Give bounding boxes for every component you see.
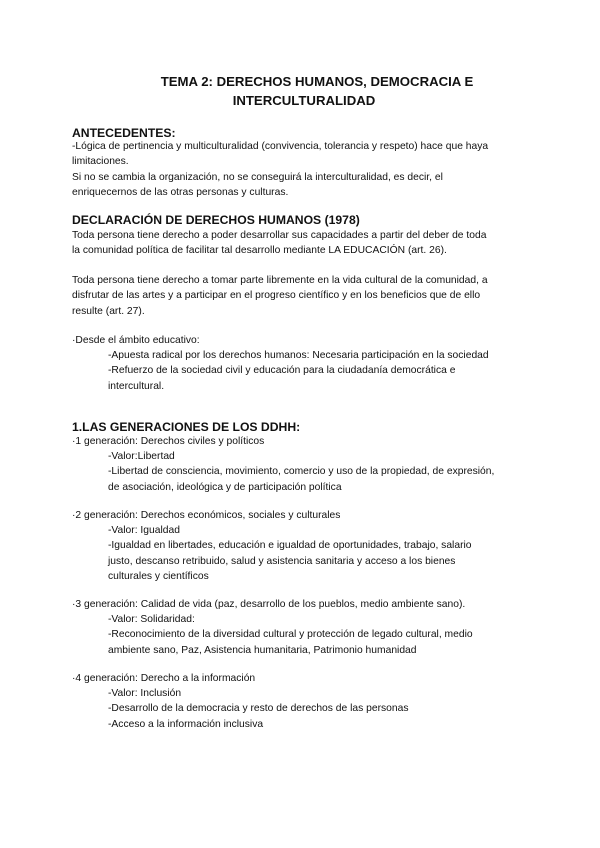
title-line-1: TEMA 2: DERECHOS HUMANOS, DEMOCRACIA E: [160, 74, 474, 89]
text-line: -Lógica de pertinencia y multiculturalidad (convivencia, tolerancia y respeto) hace que haya: [72, 141, 489, 152]
list-item: -Valor: Igualdad: [108, 525, 180, 536]
heading-generaciones: 1.LAS GENERACIONES DE LOS DDHH:: [72, 420, 301, 434]
paragraph-antecedentes: [72, 139, 532, 200]
list-item: -Refuerzo de la sociedad civil y educación para la ciudadanía democrática e: [108, 365, 456, 377]
generation-4-title: ·4 generación: Derecho a la información: [72, 673, 256, 684]
list-item: -Desarrollo de la democracia y resto de derechos de las personas: [108, 703, 409, 715]
list-item: -Reconocimiento de la diversidad cultural y protección de legado cultural, medio: [108, 629, 473, 641]
list-item: -Valor:Libertad: [108, 451, 175, 462]
list-item: justo, descanso retribuido, salud y asistencia sanitaria y acceso a los bienes: [108, 555, 456, 567]
heading-declaracion: DECLARACIÓN DE DERECHOS HUMANOS (1978): [72, 213, 360, 227]
list-item: intercultural.: [108, 380, 165, 392]
generation-2-list: [108, 523, 528, 584]
generation-3-list: [108, 612, 528, 658]
list-item: -Valor: Inclusión: [108, 688, 182, 699]
list-item: -Libertad de consciencia, movimiento, comercio y uso de la propiedad, de expresión,: [108, 466, 495, 478]
generation-2-title: ·2 generación: Derechos económicos, sociales y culturales: [72, 510, 341, 521]
text-line: Toda persona tiene derecho a poder desarrollar sus capacidades a partir del deber de toda: [72, 230, 487, 241]
list-item: -Acceso a la información inclusiva: [108, 718, 264, 730]
list-item: ambiente sano, Paz, Asistencia humanitaria, Patrimonio humanidad: [108, 644, 417, 656]
text-line: disfrutar de las artes y a participar en el progreso científico y en los beneficios que de ello: [72, 290, 481, 302]
document-title: [72, 72, 562, 110]
generation-3-title: ·3 generación: Calidad de vida (paz, desarrollo de los pueblos, medio ambiente sano).: [72, 599, 466, 610]
text-line: resulte (art. 27).: [72, 305, 145, 317]
text-line: enriquecernos de las otras personas y culturas.: [72, 186, 289, 198]
generation-1-list: [108, 449, 528, 495]
ambito-educativo-label: ·Desde el ámbito educativo:: [72, 335, 200, 346]
ambito-educativo-list: [108, 348, 528, 394]
text-line: Toda persona tiene derecho a tomar parte libremente en la vida cultural de la comunidad, a: [72, 275, 488, 286]
text-line: limitaciones.: [72, 156, 129, 168]
text-line: la comunidad política de facilitar tal desarrollo mediante LA EDUCACIÓN (art. 26).: [72, 245, 447, 257]
title-line-2: INTERCULTURALIDAD: [232, 93, 376, 108]
heading-antecedentes: ANTECEDENTES:: [72, 126, 176, 140]
generation-4-list: [108, 686, 528, 732]
list-item: -Igualdad en libertades, educación e igualdad de oportunidades, trabajo, salario: [108, 540, 472, 552]
paragraph-art-26: [72, 228, 532, 259]
list-item: -Apuesta radical por los derechos humanos: Necesaria participación en la sociedad: [108, 350, 489, 361]
list-item: de asociación, ideológica y de participación política: [108, 481, 342, 493]
list-item: culturales y científicos: [108, 570, 209, 582]
paragraph-art-27: [72, 273, 532, 319]
generation-1-title: ·1 generación: Derechos civiles y políticos: [72, 436, 265, 447]
list-item: -Valor: Solidaridad:: [108, 614, 195, 625]
text-line: Si no se cambia la organización, no se conseguirá la interculturalidad, es decir, el: [72, 171, 443, 183]
